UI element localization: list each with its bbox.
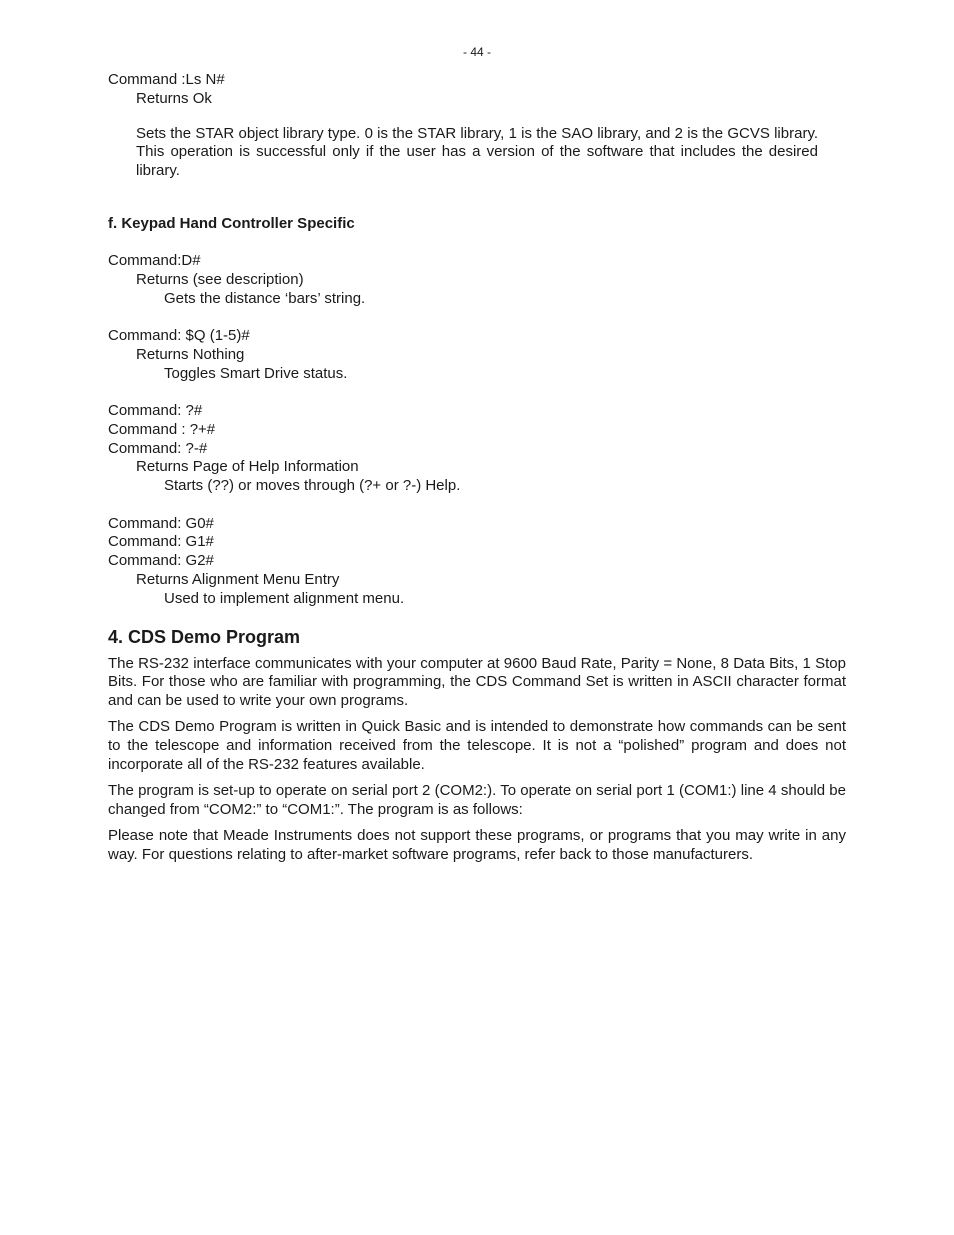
document-body [108, 71, 846, 865]
paragraph: The CDS Demo Program is written in Quick Basic and is intended to demonstrate how commands can be sent to the telescope and information received from the telescope. It is not a “polished” program and does not incorporate all of the RS-232 features available. [108, 718, 846, 774]
paragraph: The program is set-up to operate on serial port 2 (COM2:). To operate on serial port 1 (COM1:) line 4 should be changed from “COM2:” to “COM1:”. The program is as follows: [108, 782, 846, 819]
command-line: Command: ?# [108, 402, 203, 420]
command-line: Command: G1# [108, 533, 214, 551]
command-block-d [108, 252, 846, 308]
returns-line: Returns Ok [136, 89, 212, 107]
command-ls-block [108, 71, 846, 181]
command-description: Used to implement alignment menu. [164, 589, 405, 607]
command-line: Command: ?-# [108, 439, 208, 457]
command-line: Command: G0# [108, 514, 214, 532]
command-description: Sets the STAR object library type. 0 is the STAR library, 1 is the SAO library, and 2 is the GCVS library. This operation is successful only if the user has a version of the software that includes the desired library. [136, 124, 818, 180]
command-block-q [108, 327, 846, 383]
command-line: Command:D# [108, 252, 201, 270]
paragraph: Please note that Meade Instruments does not support these programs, or programs that you may write in any way. For questions relating to after-market software programs, refer back to those manufacturers. [108, 827, 846, 864]
command-line: Command: G2# [108, 552, 214, 570]
returns-line: Returns (see description) [136, 271, 304, 289]
section-heading-keypad: f. Keypad Hand Controller Specific [108, 214, 355, 232]
command-description: Starts (??) or moves through (?+ or ?-) Help. [164, 477, 461, 495]
section-heading-demo: 4. CDS Demo Program [108, 626, 301, 647]
command-description: Toggles Smart Drive status. [164, 364, 348, 382]
returns-line: Returns Page of Help Information [136, 458, 359, 476]
page-number: - 44 - [462, 45, 491, 59]
command-line: Command : ?+# [108, 420, 216, 438]
returns-line: Returns Nothing [136, 345, 245, 363]
command-description: Gets the distance ‘bars’ string. [164, 289, 366, 307]
command-line: Command :Ls N# [108, 71, 225, 88]
returns-line: Returns Alignment Menu Entry [136, 570, 340, 588]
command-block-alignment [108, 515, 846, 609]
command-block-help [108, 402, 846, 496]
paragraph: The RS-232 interface communicates with your computer at 9600 Baud Rate, Parity = None, 8 Data Bits, 1 Stop Bits. For those who are familiar with programming, the CDS Command Set is written in ASCII character format and can be used to write your own programs. [108, 654, 846, 710]
command-line: Command: $Q (1-5)# [108, 327, 250, 345]
